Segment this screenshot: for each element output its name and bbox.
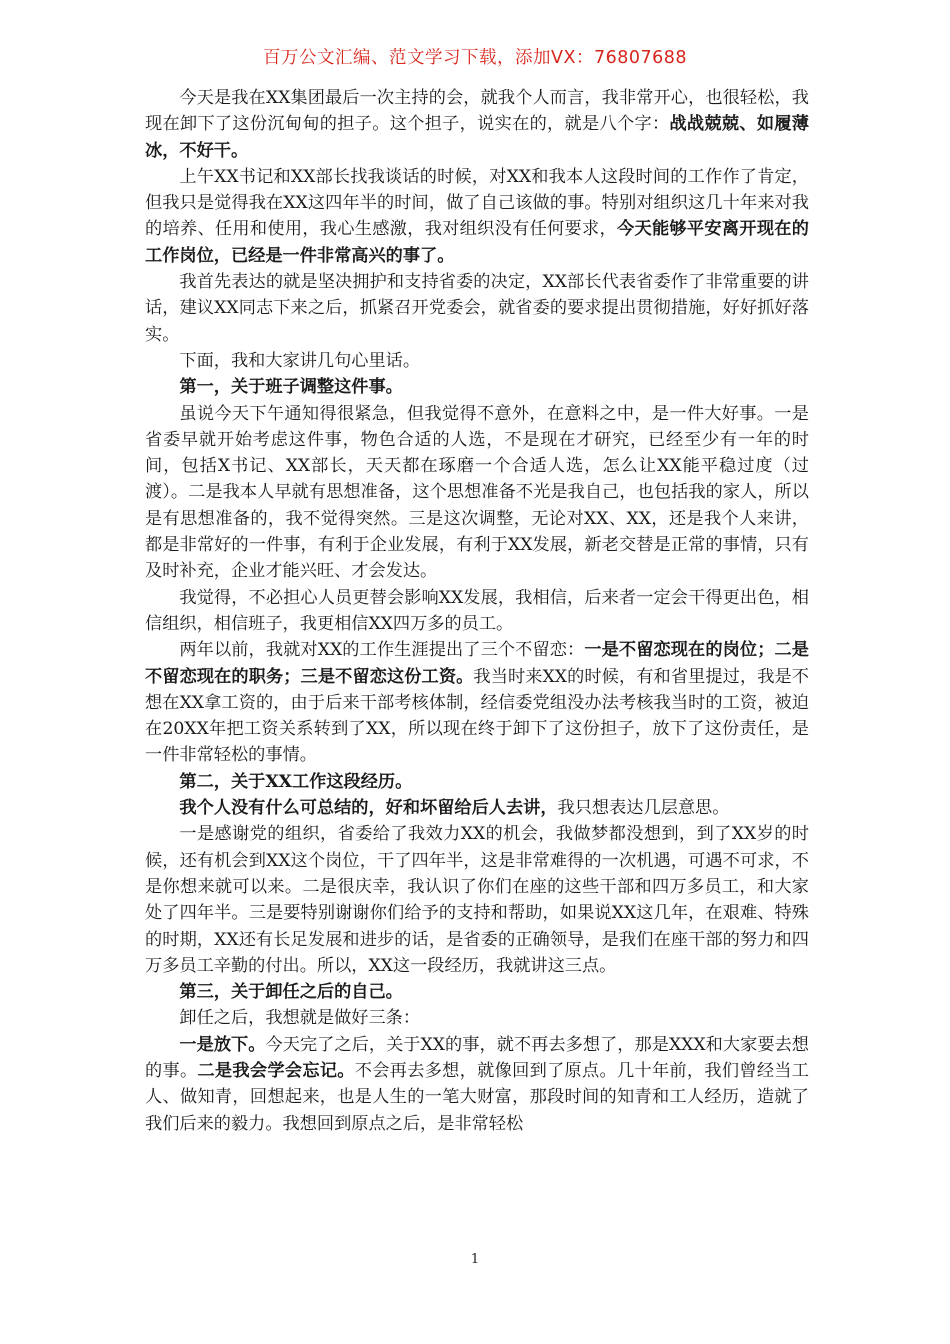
document-body xyxy=(145,85,809,1137)
paragraph: 今天是我在XX集团最后一次主持的会，就我个人而言，我非常开心，也很轻松，我现在卸下了这份沉甸甸的担子。这个担子，说实在的，就是八个字：战战兢兢、如履薄冰，不好干。 xyxy=(145,88,809,161)
paragraph: 我觉得，不必担心人员更替会影响XX发展，我相信，后来者一定会干得更出色，相信组织，相信班子，我更相信XX四万多的员工。 xyxy=(145,587,809,634)
paragraph: 我个人没有什么可总结的，好和坏留给后人去讲，我只想表达几层意思。 xyxy=(179,798,730,819)
watermark-banner: 百万公文汇编、范文学习下载，添加VX：76807688 xyxy=(262,48,688,68)
paragraph: 虽说今天下午通知得很紧急，但我觉得不意外，在意料之中，是一件大好事。一是省委早就开始考虑这件事，物色合适的人选，不是现在才研究，已经至少有一年的时间，包括X书记、XX部长，天天都在琢磨一个合适人选，怎么让XX能平稳过度（过渡）。二是我本人早就有思想准备，这个思想准备不光是我自己，也包括我的家人，所以是有思想准备的，我不觉得突然。三是这次调整，无论对XX、XX，还是我个人来讲，都是非常好的一件事，有利于企业发展，有利于XX发展，新老交替是正常的事情，只有及时补充，企业才能兴旺、才会发达。 xyxy=(145,403,809,582)
paragraph: 上午XX书记和XX部长找我谈话的时候，对XX和我本人这段时间的工作作了肯定，但我只是觉得我在XX这四年半的时间，做了自己该做的事。特别对组织这几十年来对我的培养、任用和使用，我心生感激，我对组织没有任何要求，今天能够平安离开现在的工作岗位，已经是一件非常高兴的事了。 xyxy=(145,166,809,266)
paragraph: 下面，我和大家讲几句心里话。 xyxy=(179,350,421,371)
paragraph: 我首先表达的就是坚决拥护和支持省委的决定，XX部长代表省委作了非常重要的讲话，建议XX同志下来之后，抓紧召开党委会，就省委的要求提出贯彻措施，好好抓好落实。 xyxy=(145,272,809,345)
paragraph: 一是放下。今天完了之后，关于XX的事，就不再去多想了，那是XXX和大家要去想的事。二是我会学会忘记。不会再去多想，就像回到了原点。几十年前，我们曾经当工人、做知青，回想起来，也是人生的一笔大财富，那段时间的知青和工人经历，造就了我们后来的毅力。我想回到原点之后，是非常轻松 xyxy=(145,1034,809,1134)
paragraph: 卸任之后，我想就是做好三条： xyxy=(179,1008,421,1029)
paragraph: 两年以前，我就对XX的工作生涯提出了三个不留恋：一是不留恋现在的岗位；二是不留恋现在的职务；三是不留恋这份工资。我当时来XX的时候，有和省里提过，我是不想在XX拿工资的，由于后来干部考核体制，经信委党组没办法考核我当时的工资，被迫在20XX年把工资关系转到了XX，所以现在终于卸下了这份担子，放下了这份责任，是一件非常轻松的事情。 xyxy=(145,640,809,766)
section-heading: 第一，关于班子调整这件事。 xyxy=(179,377,403,398)
page-number: 1 xyxy=(470,1252,480,1267)
section-heading: 第三，关于卸任之后的自己。 xyxy=(179,982,403,1003)
section-heading: 第二，关于XX工作这段经历。 xyxy=(179,771,413,792)
paragraph: 一是感谢党的组织，省委给了我效力XX的机会，我做梦都没想到，到了XX岁的时候，还有机会到XX这个岗位，干了四年半，这是非常难得的一次机遇，可遇不可求，不是你想来就可以来。二是很庆幸，我认识了你们在座的这些干部和四万多员工，和大家处了四年半。三是要特别谢谢你们给予的支持和帮助，如果说XX这几年，在艰难、特殊的时期，XX还有长足发展和进步的话，是省委的正确领导，是我们在座干部的努力和四万多员工辛勤的付出。所以，XX这一段经历，我就讲这三点。 xyxy=(145,824,809,976)
